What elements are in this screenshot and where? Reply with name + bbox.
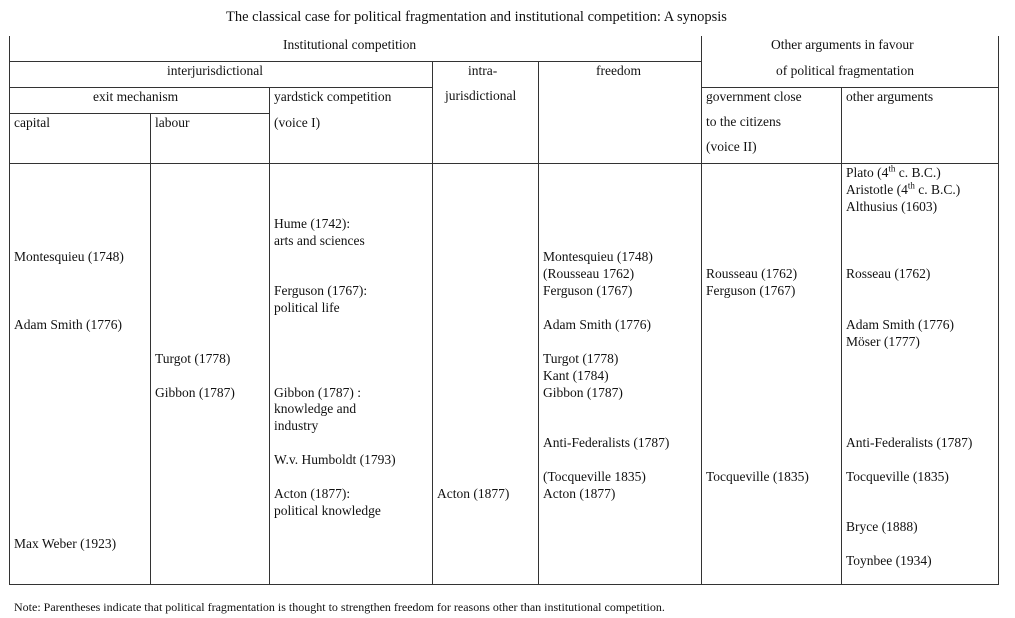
header-gov-close-line1: government close	[706, 89, 802, 104]
gov-close-entry: Ferguson (1767)	[706, 283, 796, 298]
header-labour: labour	[155, 115, 190, 130]
freedom-entry: Kant (1784)	[543, 368, 609, 383]
yardstick-entry: Hume (1742):	[274, 216, 351, 231]
header-capital: capital	[14, 115, 50, 130]
header-other-arguments: other arguments	[846, 89, 934, 104]
freedom-entry: Anti-Federalists (1787)	[543, 435, 670, 450]
freedom-entry: Ferguson (1767)	[543, 283, 633, 298]
yardstick-entry: Gibbon (1787) :	[274, 385, 361, 400]
header-exit-mechanism: exit mechanism	[93, 89, 179, 104]
other-entry: Toynbee (1934)	[846, 553, 932, 568]
freedom-entry: Montesquieu (1748)	[543, 249, 653, 264]
page-title: The classical case for political fragmentation and institutional competition: A synopsis	[226, 9, 727, 25]
other-entry: Anti-Federalists (1787)	[846, 435, 973, 450]
capital-entry: Adam Smith (1776)	[14, 317, 122, 332]
other-entry: Plato (4th c. B.C.)	[846, 163, 941, 180]
other-entry: Althusius (1603)	[846, 199, 938, 214]
capital-entry: Montesquieu (1748)	[14, 249, 124, 264]
freedom-entry: Turgot (1778)	[543, 351, 619, 366]
other-entry: Rosseau (1762)	[846, 266, 931, 281]
header-interjurisdictional: interjurisdictional	[167, 63, 263, 78]
header-intra-line1: intra-	[468, 63, 498, 78]
yardstick-entry: political life	[274, 300, 340, 315]
gov-close-entry: Rousseau (1762)	[706, 266, 798, 281]
intra-entry: Acton (1877)	[437, 486, 510, 501]
yardstick-entry: arts and sciences	[274, 233, 365, 248]
capital-entry: Max Weber (1923)	[14, 536, 117, 551]
header-yardstick-competition: yardstick competition	[274, 89, 392, 104]
header-voice-1: (voice I)	[274, 115, 321, 130]
freedom-entry: (Rousseau 1762)	[543, 266, 635, 281]
other-entry: Tocqueville (1835)	[846, 469, 949, 484]
header-gov-close-line3: (voice II)	[706, 139, 757, 154]
freedom-entry: Acton (1877)	[543, 486, 616, 501]
header-institutional-competition: Institutional competition	[283, 37, 417, 52]
freedom-entry: Gibbon (1787)	[543, 385, 623, 400]
other-entry: Adam Smith (1776)	[846, 317, 954, 332]
gov-close-entry: Tocqueville (1835)	[706, 469, 809, 484]
other-entry: Möser (1777)	[846, 334, 920, 349]
yardstick-entry: Ferguson (1767):	[274, 283, 368, 298]
header-freedom: freedom	[596, 63, 641, 78]
yardstick-entry: knowledge and	[274, 401, 357, 416]
other-entry: Aristotle (4th c. B.C.)	[846, 180, 961, 197]
header-intra-line2: jurisdictional	[445, 88, 517, 103]
table-note: Note: Parentheses indicate that political fragmentation is thought to strengthen freedom for reasons other than institutional competition.	[14, 600, 665, 614]
labour-entry: Gibbon (1787)	[155, 385, 235, 400]
header-other-arguments-line1: Other arguments in favour	[771, 37, 914, 52]
yardstick-entry: industry	[274, 418, 319, 433]
header-gov-close-line2: to the citizens	[706, 114, 781, 129]
yardstick-entry: political knowledge	[274, 503, 381, 518]
yardstick-entry: W.v. Humboldt (1793)	[274, 452, 396, 467]
yardstick-entry: Acton (1877):	[274, 486, 351, 501]
freedom-entry: (Tocqueville 1835)	[543, 469, 646, 484]
labour-entry: Turgot (1778)	[155, 351, 231, 366]
freedom-entry: Adam Smith (1776)	[543, 317, 651, 332]
header-other-arguments-line2: of political fragmentation	[776, 63, 914, 78]
other-entry: Bryce (1888)	[846, 519, 918, 534]
